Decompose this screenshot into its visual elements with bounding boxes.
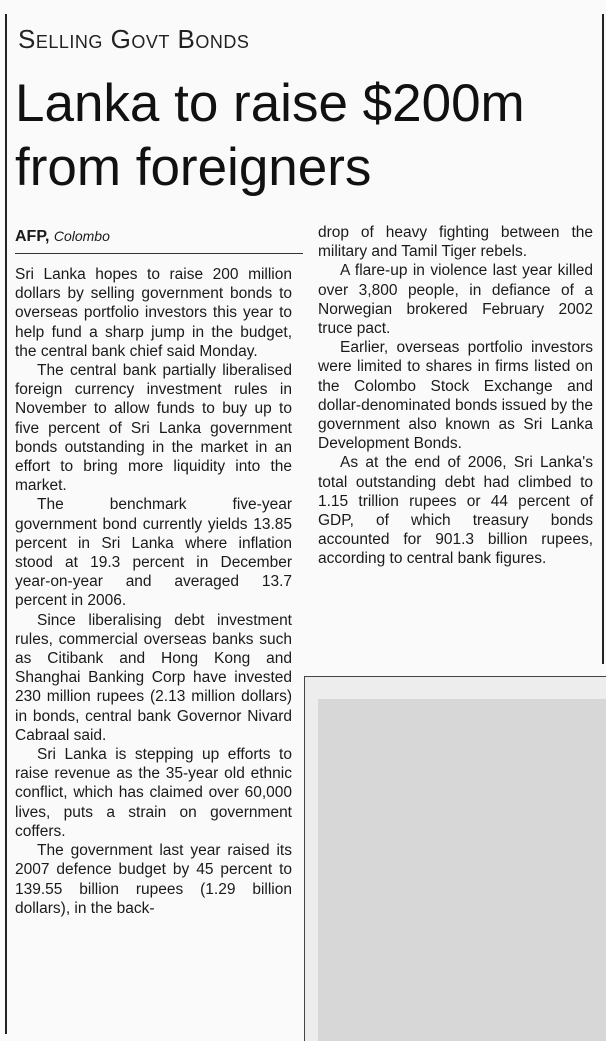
paragraph: The government last year raised its 2007 defence budget by 45 percent to 139.55 billion rupees (1.29 billion dollars), in the back- (15, 842, 292, 917)
paragraph: Sri Lanka is stepping up efforts to raise revenue as the 35-year old ethnic conflict, which has claimed over 60,000 lives, puts a strain on government coffers. (15, 746, 292, 840)
paragraph: The benchmark five-year government bond currently yields 13.85 percent in Sri Lanka where inflation stood at 19.3 percent in December year-on-year and averaged 13.7 percent in 2006. (15, 496, 292, 610)
ad-placeholder (304, 676, 606, 1041)
paragraph: As at the end of 2006, Sri Lanka's total outstanding debt had climbed to 1.15 trillion rupees or 44 percent of GDP, of which treasury bonds accounted for 901.3 billion rupees, according to central bank figures. (318, 454, 593, 568)
kicker-text: Selling Govt Bonds (18, 24, 250, 54)
paragraph: Sri Lanka hopes to raise 200 million dollars by selling government bonds to overseas portfolio investors this year to help fund a sharp jump in the budget, the central bank chief said Monday. (15, 266, 292, 360)
paragraph: Earlier, overseas portfolio investors were limited to shares in firms listed on the Colombo Stock Exchange and dollar-denominated bonds issued by the government also known as Sri Lanka Development Bonds. (318, 339, 593, 453)
column-rule-left (5, 14, 7, 1034)
byline (15, 225, 110, 248)
headline: Lanka to raise $200m from foreigners (15, 74, 525, 197)
article-column-2 (318, 223, 593, 569)
ad-placeholder-inner (318, 699, 606, 1041)
paragraph: A flare-up in violence last year killed over 3,800 people, in defiance of a Norwegian brokered February 2002 truce pact. (318, 262, 593, 338)
article-column-1 (15, 265, 292, 918)
section-kicker (18, 22, 249, 56)
paragraph: The central bank partially liberalised foreign currency investment rules in November to allow funds to buy up to five percent of Sri Lanka government bonds outstanding in the market in an effort to bring more liquidity into the market. (15, 362, 292, 495)
column-rule-right (602, 14, 604, 664)
byline-location: Colombo (53, 228, 110, 244)
paragraph: Since liberalising debt investment rules, commercial overseas banks such as Citibank and Hong Kong and Shanghai Banking Corp have invested 230 million rupees (2.13 million dollars) in bonds, central bank Governor Nivard Cabraal said. (15, 611, 292, 744)
byline-rule (15, 253, 303, 254)
paragraph: drop of heavy fighting between the military and Tamil Tiger rebels. (318, 224, 593, 261)
byline-agency: AFP, (15, 228, 50, 245)
